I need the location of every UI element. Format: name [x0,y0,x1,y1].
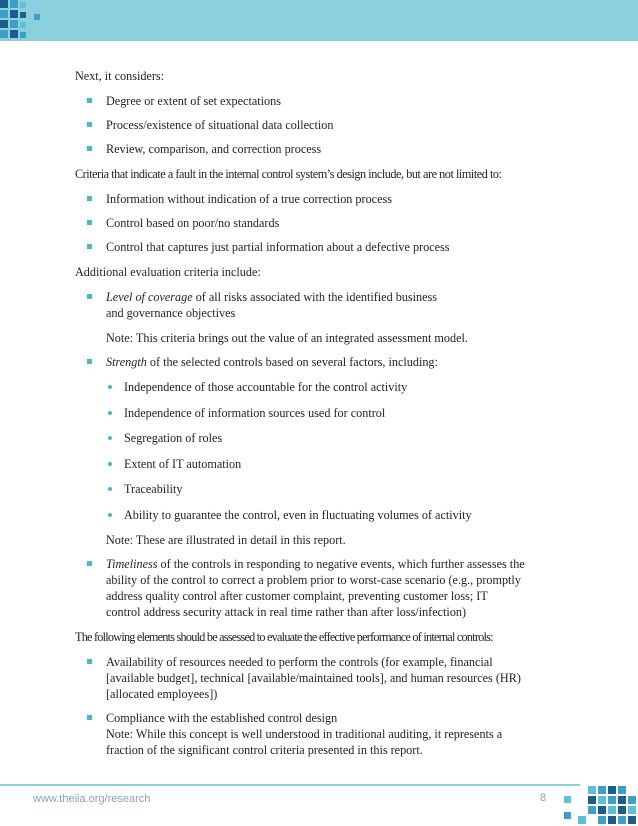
dot-bullet-icon [108,411,112,415]
square-bullet-icon [87,659,92,664]
list-item: Control based on poor/no standards [75,215,555,231]
list-item: Process/existence of situational data collection [75,117,555,133]
term-timeliness: Timeliness [106,557,158,571]
performance-elements-list [75,654,555,758]
list-item-coverage: Level of coverage of all risks associated with the identified business and governance objectives Note: This criteria brings out the value of an integrated assessment model. [75,289,555,346]
square-bullet-icon [87,294,92,299]
square-bullet-icon [87,98,92,103]
list-item-availability: Availability of resources needed to perform the controls (for example, financial [available budget], technical [available/maintained tools], and human resources (HR) [allocated employees]) [75,654,555,702]
dot-bullet-icon [108,513,112,517]
list-item: Review, comparison, and correction process [75,141,555,157]
note-strength: Note: These are illustrated in detail in this report. [106,533,346,547]
sub-list-item: Ability to guarantee the control, even in fluctuating volumes of activity [106,507,555,523]
square-bullet-icon [87,220,92,225]
considers-list [75,93,555,157]
list-item: Control that captures just partial information about a defective process [75,239,555,255]
list-item-strength: Strength of the selected controls based on several factors, including: Independence of those accountable for the control activity Independence of information sources used for control Segregation of roles Extent of IT automation Traceability Ability to guarantee the control, even in fluctuating volumes of activity Note: These are illustrated in detail in this report. [75,354,555,548]
term-strength: Strength [106,355,147,369]
additional-criteria-list [75,289,555,620]
square-bullet-icon [87,244,92,249]
strength-factors-list [106,379,555,523]
footer-divider [0,784,580,786]
note-coverage: Note: This criteria brings out the value of an integrated assessment model. [106,331,468,345]
dot-bullet-icon [108,436,112,440]
sub-list-item: Independence of information sources used for control [106,405,555,421]
page-number: 8 [540,792,547,804]
square-bullet-icon [87,196,92,201]
footer-url: www.theiia.org/research [33,793,151,805]
intro-considers: Next, it considers: [75,69,165,83]
intro-performance-elements: The following elements should be assessed to evaluate the effective performance of internal controls: [75,630,493,644]
intro-additional-criteria: Additional evaluation criteria include: [75,265,261,279]
sub-list-item: Traceability [106,481,555,497]
square-bullet-icon [87,146,92,151]
intro-fault-criteria: Criteria that indicate a fault in the internal control system’s design include, but are not limited to: [75,167,502,181]
dot-bullet-icon [108,487,112,491]
dot-bullet-icon [108,385,112,389]
list-item: Degree or extent of set expectations [75,93,555,109]
fault-criteria-list [75,191,555,255]
header-mosaic-logo [0,0,60,41]
sub-list-item: Segregation of roles [106,430,555,446]
square-bullet-icon [87,359,92,364]
square-bullet-icon [87,122,92,127]
footer-mosaic-logo [556,782,638,826]
sub-list-item: Extent of IT automation [106,456,555,472]
page-body [75,68,555,767]
term-coverage: Level of coverage [106,290,193,304]
list-item-timeliness: Timeliness of the controls in responding to negative events, which further assesses the ability of the control to correct a problem prior to worst-case scenario (e.g., promptly address quality control after customer complaint, preventing customer loss; IT control address security attack in real time rather than after loss/infection) [75,556,555,620]
dot-bullet-icon [108,462,112,466]
note-compliance: Note: While this concept is well understood in traditional auditing, it represents a fraction of the significant control criteria presented in this report. [106,727,503,757]
header-band [0,0,638,41]
list-item-compliance: Compliance with the established control design Note: While this concept is well understood in traditional auditing, it represents a fraction of the significant control criteria presented in this report. [75,710,555,758]
square-bullet-icon [87,561,92,566]
sub-list-item: Independence of those accountable for the control activity [106,379,555,395]
list-item: Information without indication of a true correction process [75,191,555,207]
square-bullet-icon [87,715,92,720]
